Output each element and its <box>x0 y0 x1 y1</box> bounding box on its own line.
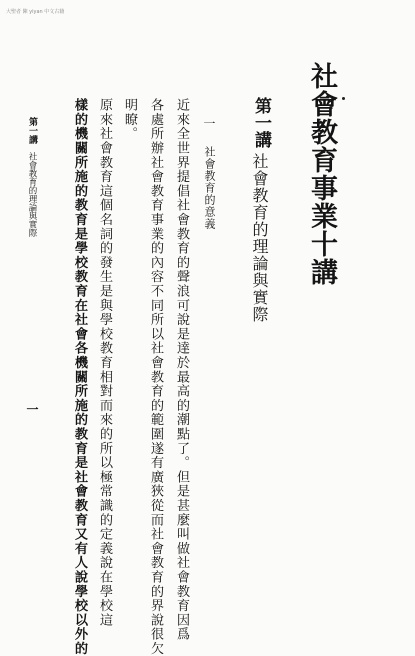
body-column: 各處所辦社會教育事業的內容不同所以社會教育的範圍遂有廣狹從而社會教育的界說很欠 <box>148 98 163 656</box>
book-title: 社會教育事業十講 <box>306 62 337 286</box>
body-column: 原來社會教育這個名詞的發生是與學校教育相對而來的所以極常識的定義說在學校這 <box>97 98 112 628</box>
source-watermark: 大聖者 陳 yiyan 中文古籍 <box>6 9 65 15</box>
lecture-heading: 第一講 <box>251 97 271 148</box>
body-column: 樣的機關所施的教育是學校教育在社會各機關所施的教育是社會教育又有人說學校以外的 <box>72 98 87 656</box>
lecture-subtitle: 社會教育的理論與實際 <box>250 153 269 323</box>
section-number: 一 <box>202 117 216 129</box>
running-head-lecture: 第一講 <box>27 117 37 144</box>
body-column: 明瞭。 <box>122 98 137 141</box>
running-head-subtitle: 社會教育的理論與實際 <box>27 152 37 237</box>
title-punctuation-dot <box>342 97 345 100</box>
body-column: 近來全世界提倡社會教育的聲浪可說是達於最高的潮點了。但是甚麼叫做社會教育因爲 <box>174 98 189 642</box>
page-folio: 一 <box>25 403 39 415</box>
section-title: 社會教育的意義 <box>203 146 216 230</box>
